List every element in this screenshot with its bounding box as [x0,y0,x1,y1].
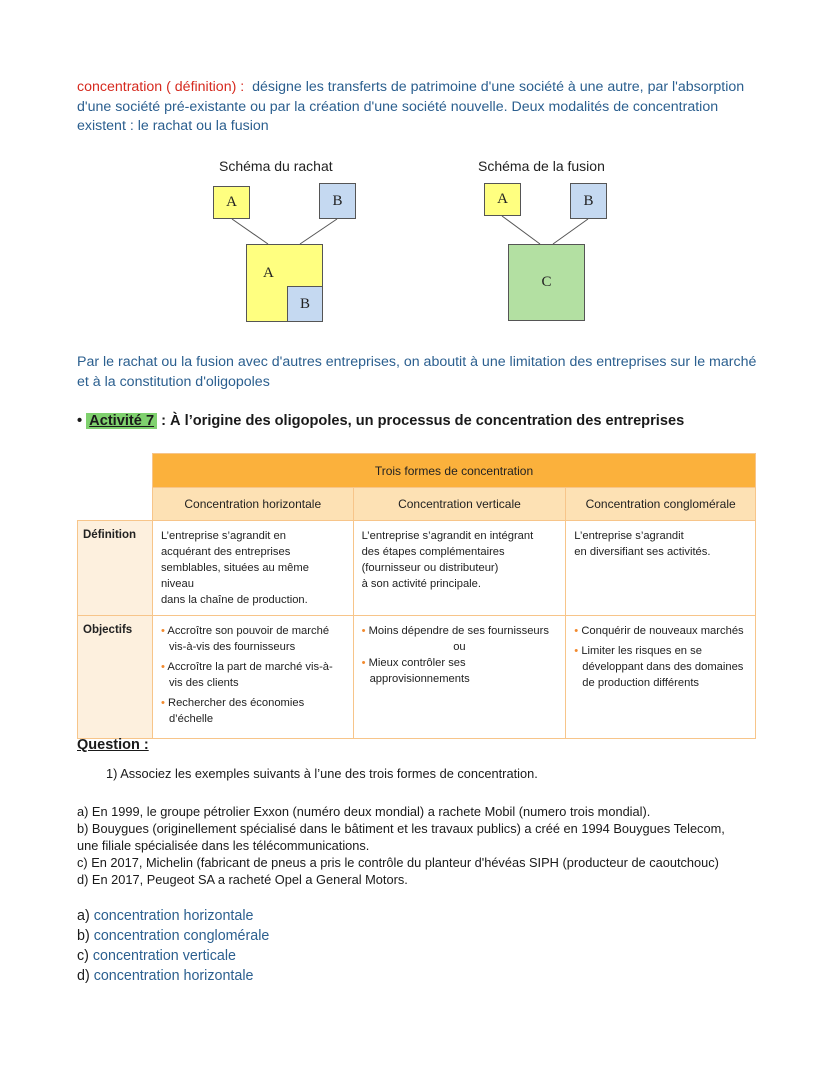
activity-title: : À l’origine des oligopoles, un processus de concentration des entreprises [161,413,685,429]
answer-item: b) concentration conglomérale [77,928,270,944]
table-row-definition [78,521,756,616]
example-item: b) Bouygues (originellement spécialisé dans le bâtiment et les travaux publics) a créé en 1994 Bouygues Telecom, une filiale spécialisée dans les télécommunications. [77,821,725,853]
activity-bullet: • [77,413,83,429]
list-item: • Conquérir de nouveaux marchés [574,625,744,637]
fusion-connector-b [553,219,588,244]
table-title: Trois formes de concentration [152,454,755,488]
fusion-box-a: A [484,183,521,216]
answer-item: c) concentration verticale [77,948,236,964]
column-header-conglomerale: Concentration conglomérale [566,488,756,521]
schema-fusion-title: Schéma de la fusion [478,158,605,174]
answer-item: d) concentration horizontale [77,968,254,984]
examples-list [77,803,747,888]
fusion-connector-a [502,216,540,244]
example-item: d) En 2017, Peugeot SA a racheté Opel a General Motors. [77,872,408,887]
schema-connectors [0,0,828,340]
text-line: à son activité principale. [361,578,481,590]
objectifs-conglomerale [566,616,756,739]
concentration-table [77,453,756,739]
rachat-connector-a [232,219,268,244]
definition-conglomerale [566,521,756,616]
activity-heading [77,413,777,429]
column-header-verticale: Concentration verticale [353,488,566,521]
rachat-box-b: B [319,183,356,219]
fusion-box-b: B [570,183,607,219]
text-line: semblables, situées au même niveau [160,562,309,590]
list-item: • Accroître son pouvoir de marché vis-à-vis des fournisseurs [160,625,330,653]
definition-term: concentration ( définition) : [77,79,245,95]
example-item: a) En 1999, le groupe pétrolier Exxon (numéro deux mondial) a rachete Mobil (numero trois mondial). [77,804,651,819]
or-separator: ou [453,641,466,653]
text-line: des étapes complémentaires [361,546,505,558]
activity-badge: Activité 7 [86,413,157,429]
fusion-merged-box: C [508,244,585,321]
definition-verticale [353,521,566,616]
table-row-objectifs [78,616,756,739]
row-header-definition: Définition [78,521,153,616]
row-header-objectifs: Objectifs [78,616,153,739]
schema-rachat-title: Schéma du rachat [219,158,333,174]
text-line: L’entreprise s’agrandit [574,530,684,542]
list-item: • Limiter les risques en se développant dans des domaines de production différents [574,645,744,689]
text-line: L’entreprise s’agrandit en intégrant [361,530,534,542]
list-item: • Rechercher des économies d’échelle [160,697,305,725]
list-item: • Accroître la part de marché vis-à-vis des clients [160,661,333,689]
answers-list [77,906,269,986]
question-title: Question : [77,737,149,753]
rachat-box-a: A [213,186,250,219]
table-corner [78,454,153,488]
text-line: dans la chaîne de production. [160,594,308,606]
list-item: • Moins dépendre de ses fournisseurs [361,625,549,637]
list-item: • Mieux contrôler ses approvisionnements [361,657,470,685]
example-item: c) En 2017, Michelin (fabricant de pneus a pris le contrôle du planteur d'hévéas SIPH (producteur de caoutchouc) [77,855,719,870]
answer-item: a) concentration horizontale [77,908,254,924]
rachat-merged-label-a: A [263,265,274,281]
table-corner-2 [78,488,153,521]
objectifs-verticale [353,616,566,739]
question-prompt: 1) Associez les exemples suivants à l’une des trois formes de concentration. [106,766,538,781]
column-header-horizontale: Concentration horizontale [152,488,353,521]
text-line: L’entreprise s’agrandit en [160,530,286,542]
conclusion-paragraph: Par le rachat ou la fusion avec d'autres entreprises, on aboutit à une limitation des entreprises sur le marché et à la constitution d'oligopoles [77,354,757,390]
objectifs-horizontale [152,616,353,739]
definition-text: désigne les transferts de patrimoine d'une société à une autre, par l'absorption d'une société pré-existante ou par la création d'une société nouvelle. Deux modalités de concentration existent : le rachat ou la fusion [77,79,745,134]
definition-horizontale [152,521,353,616]
text-line: acquérant des entreprises [160,546,291,558]
rachat-connector-b [300,219,337,244]
text-line: (fournisseur ou distributeur) [361,562,499,574]
text-line: en diversifiant ses activités. [574,546,711,558]
rachat-merged-box-b: B [287,286,323,322]
